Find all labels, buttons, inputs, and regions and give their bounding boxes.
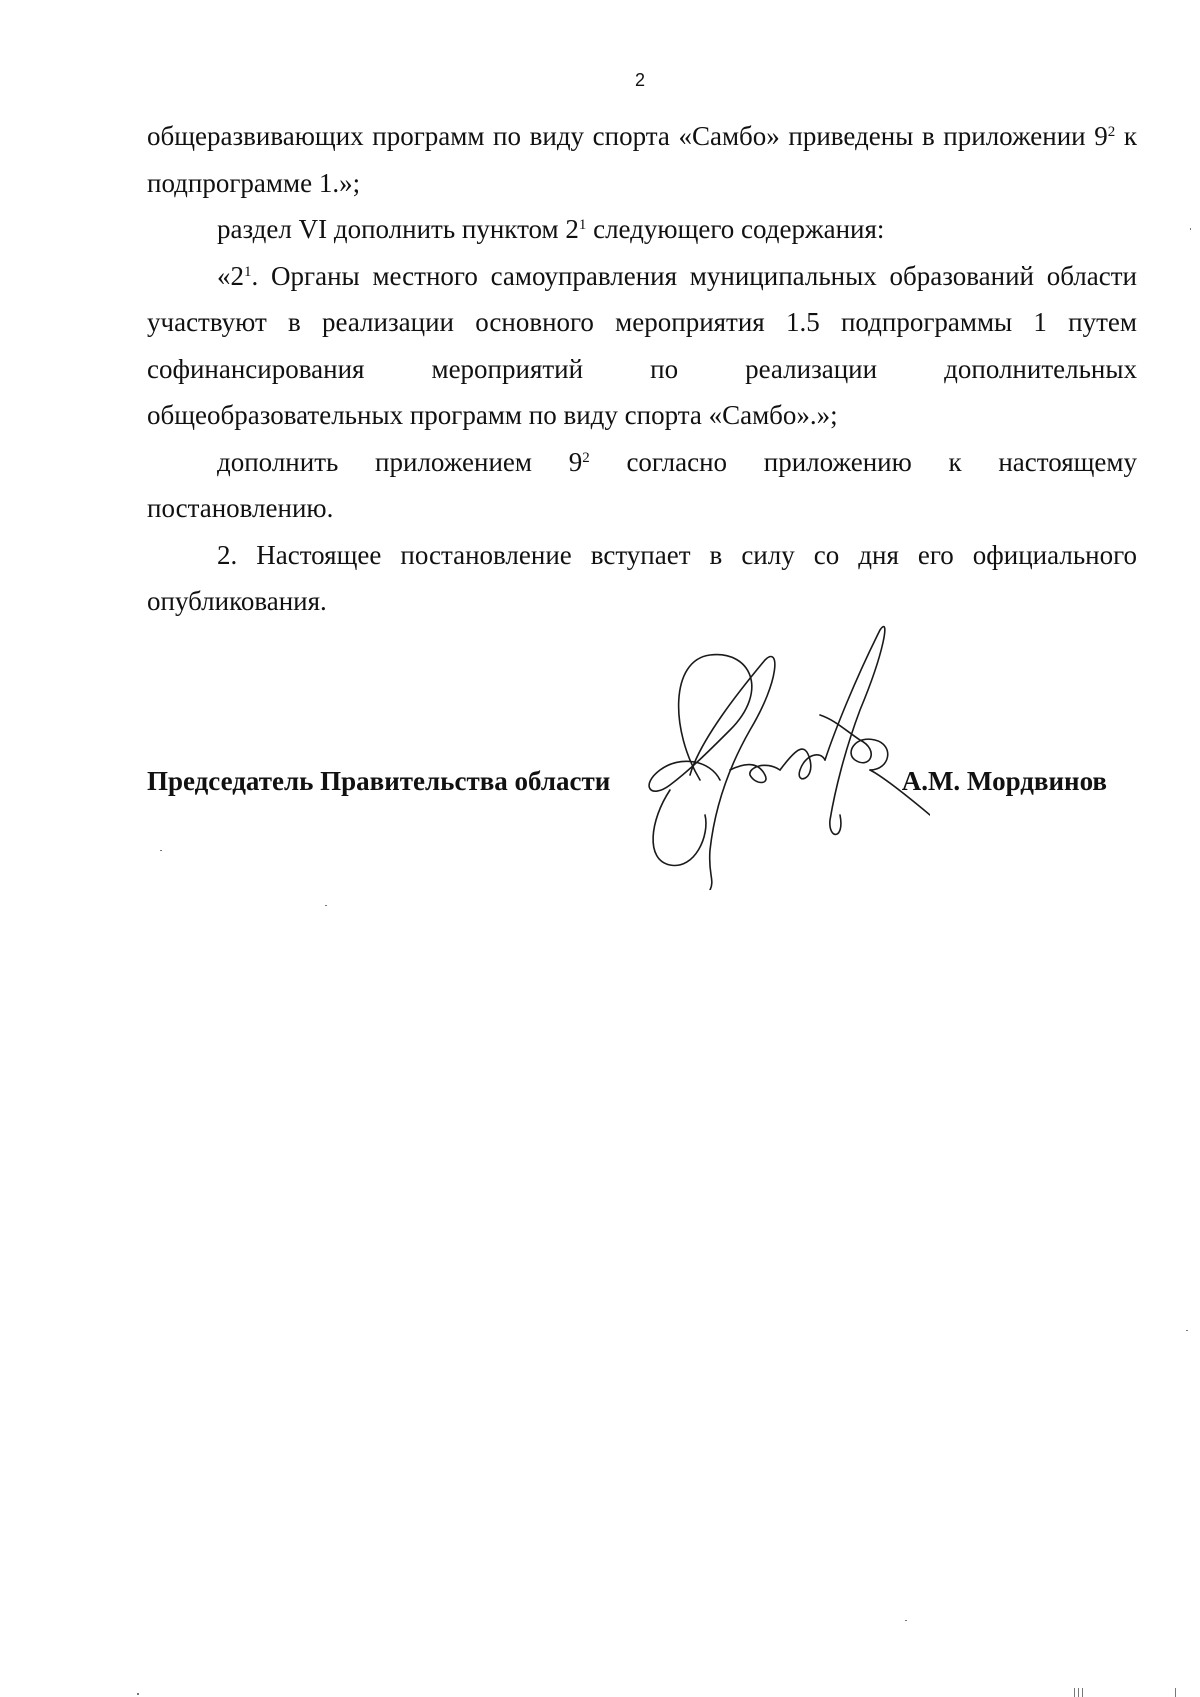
signature-block: [147, 758, 1107, 808]
scan-mark: [160, 850, 162, 851]
scan-mark: [1082, 1688, 1083, 1697]
paragraph-1: [147, 113, 1137, 206]
paragraph-2: [147, 206, 1137, 253]
scan-mark: [1175, 1688, 1176, 1697]
signature-stroke-3: [653, 790, 706, 865]
signatory-role: Председатель Правительства области: [147, 766, 611, 796]
scan-mark: [137, 1693, 139, 1695]
paragraph-4-text-a: дополнить приложением 9: [217, 446, 583, 477]
paragraph-3-text-b: . Органы местного самоуправления муниципальных образований области участвуют в реализации основного мероприятия 1.5 подпрограммы 1 путем софинансирования мероприятий по реализации дополнительных общеобразовательных программ по виду спорта «Самбо».»;: [147, 260, 1137, 430]
paragraph-4-text-b: согласно приложению к настоящему постановлению.: [147, 446, 1137, 523]
scan-mark: [1186, 1330, 1188, 1331]
paragraph-4-superscript: 2: [582, 449, 590, 466]
scan-mark: [905, 1620, 907, 1621]
paragraph-1-text-b: к подпрограмме 1.»;: [147, 121, 1137, 198]
paragraph-3-superscript: 1: [244, 263, 252, 280]
scan-mark: [1074, 1688, 1075, 1697]
paragraph-2-text-b: следующего содержания:: [586, 214, 885, 244]
paragraph-1-text-a: общеразвивающих программ по виду спорта «Самбо» приведены в приложении 9: [147, 121, 1108, 151]
scan-mark: [1078, 1688, 1079, 1697]
handwritten-signature: [630, 620, 930, 890]
paragraph-1-superscript: 2: [1107, 124, 1116, 140]
document-body: [147, 113, 1137, 625]
signature-stroke-1: [649, 655, 752, 792]
paragraph-5: 2. Настоящее постановление вступает в силу со дня его официального опубликования.: [147, 539, 1137, 616]
paragraph-4: [147, 439, 1137, 532]
signature-stroke-6: [825, 627, 885, 835]
signature-stroke-4: [730, 765, 780, 783]
scan-mark: [1190, 228, 1191, 230]
paragraph-2-superscript: 1: [578, 217, 587, 233]
signature-stroke-7: [820, 715, 888, 770]
page-number: 2: [634, 70, 645, 90]
signature-stroke-2: [690, 656, 775, 890]
signatory-name: А.М. Мордвинов: [901, 766, 1107, 796]
signature-stroke-5: [780, 749, 825, 779]
paragraph-3: [147, 253, 1137, 439]
paragraph-2-text-a: раздел VI дополнить пунктом 2: [217, 214, 579, 244]
signature-stroke-8: [870, 770, 930, 815]
scan-mark: [325, 905, 327, 906]
paragraph-3-text-a: «2: [217, 260, 244, 291]
